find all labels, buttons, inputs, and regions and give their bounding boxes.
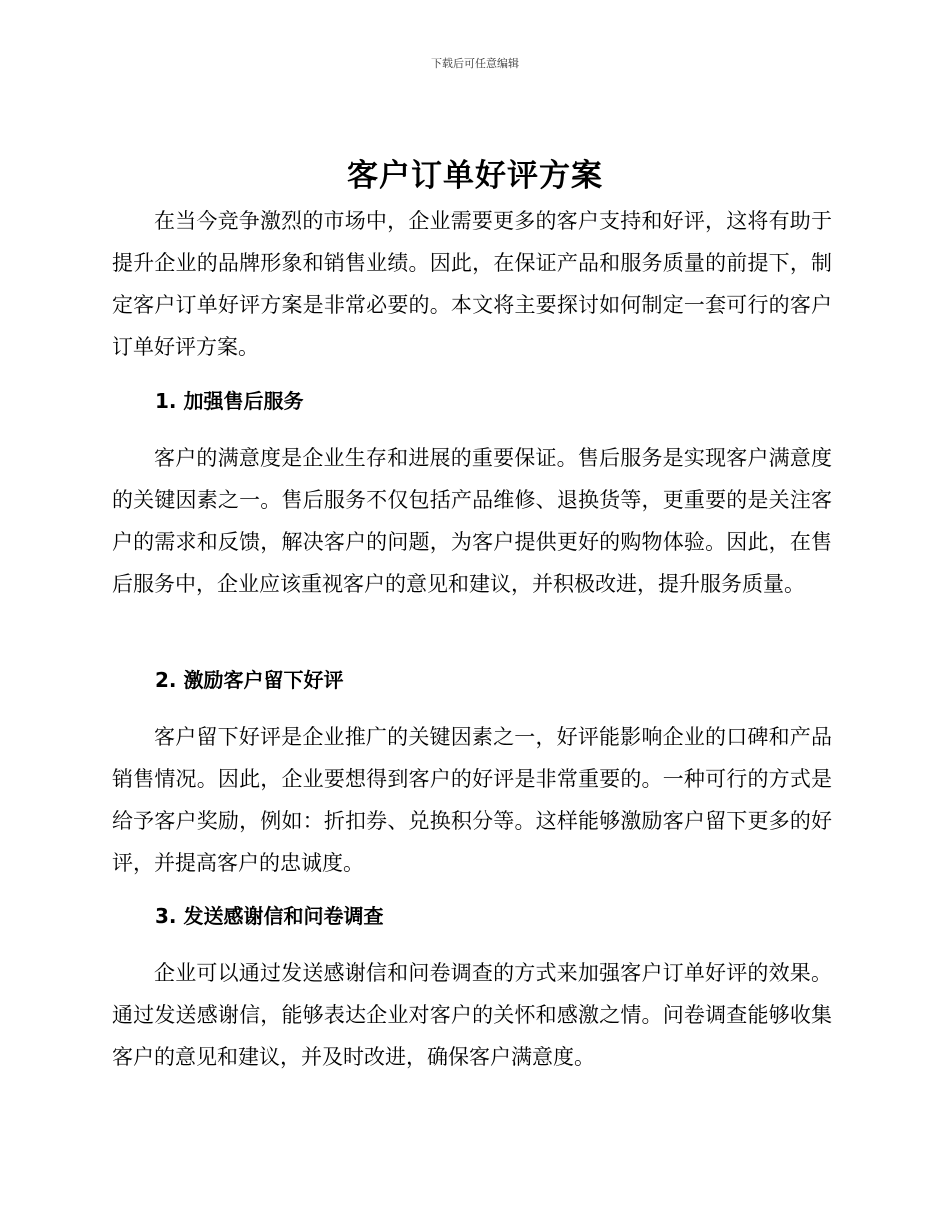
section-heading-after-sales: 1. 加强售后服务	[155, 389, 304, 413]
document-title: 客户订单好评方案	[347, 158, 603, 194]
section-body-after-sales: 客户的满意度是企业生存和进展的重要保证。售后服务是实现客户满意度的关键因素之一。售后服务不仅包括产品维修、退换货等，更重要的是关注客户的需求和反馈，解决客户的问题，为客户提供更好的购物体验。因此，在售后服务中，企业应该重视客户的意见和建议，并积极改进，提升服务质量。	[112, 446, 832, 596]
header-note: 下载后可任意编辑	[431, 57, 519, 70]
section-heading-thank-you-survey: 3. 发送感谢信和问卷调查	[155, 904, 384, 928]
section-body-thank-you-survey: 企业可以通过发送感谢信和问卷调查的方式来加强客户订单好评的效果。通过发送感谢信，能够表达企业对客户的关怀和感激之情。问卷调查能够收集客户的意见和建议，并及时改进，确保客户满意度。	[112, 961, 832, 1069]
section-heading-incentives: 2. 激励客户留下好评	[155, 668, 344, 692]
section-body-incentives: 客户留下好评是企业推广的关键因素之一，好评能影响企业的口碑和产品销售情况。因此，企业要想得到客户的好评是非常重要的。一种可行的方式是给予客户奖励，例如：折扣券、兑换积分等。这样能够激励客户留下更多的好评，并提高客户的忠诚度。	[112, 725, 832, 875]
intro-paragraph: 在当今竞争激烈的市场中，企业需要更多的客户支持和好评，这将有助于提升企业的品牌形象和销售业绩。因此，在保证产品和服务质量的前提下，制定客户订单好评方案是非常必要的。本文将主要探讨如何制定一套可行的客户订单好评方案。	[112, 209, 832, 359]
